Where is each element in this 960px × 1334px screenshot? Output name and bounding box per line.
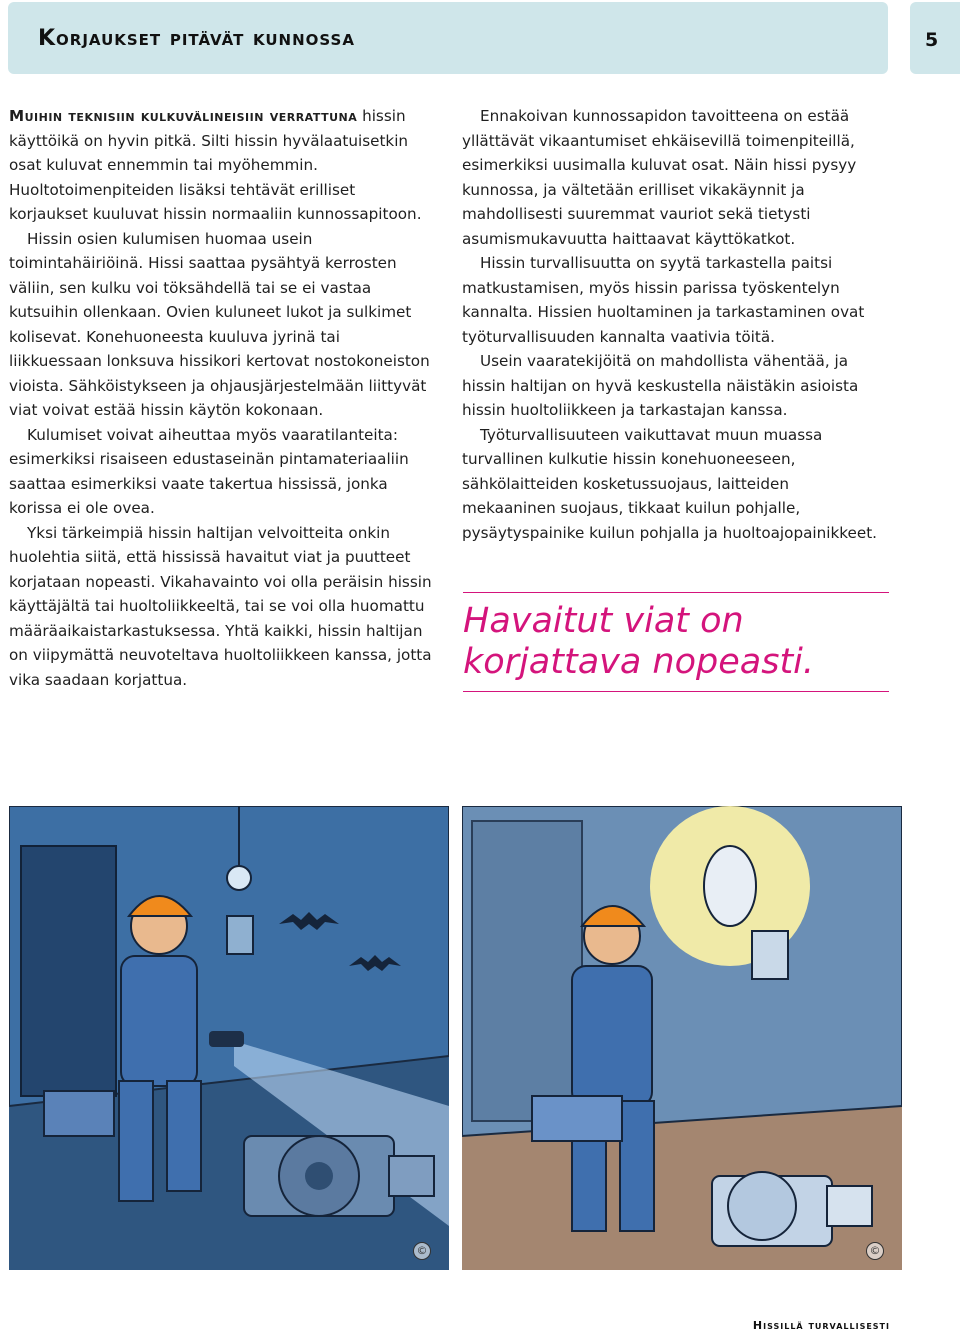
toolbox-icon bbox=[44, 1091, 114, 1136]
copyright-icon: © bbox=[866, 1242, 884, 1260]
illustration-dark-machine-room bbox=[9, 806, 449, 1270]
copyright-icon: © bbox=[413, 1242, 431, 1260]
paragraph: Työturvallisuuteen vaikuttavat muun muassa turvallinen kulkutie hissin konehuoneeseen, sähkölaitteiden kosketussuojaus, laitteiden mekaaninen suojaus, tikkaat kuilun pohjalle, pysäytyspainike kuilun pohjalla ja huoltoajopainikkeet. bbox=[462, 425, 877, 542]
door bbox=[472, 821, 582, 1121]
wall-lamp-icon bbox=[704, 846, 756, 926]
flashlight-icon bbox=[209, 1031, 244, 1047]
lead-in: Muihin teknisiin kulkuvälineisiin verrattuna bbox=[9, 107, 358, 125]
pull-quote-text: Havaitut viat on korjattava nopeasti. bbox=[463, 601, 815, 682]
paragraph: Yksi tärkeimpiä hissin haltijan velvoitteita onkin huolehtia siitä, että hississä havaitut viat ja puutteet korjataan nopeasti. Vikahavainto voi olla peräisin hissin käyttäjältä tai huoltoliikkeeltä, tai se voi olla huomattu määräaikaistarkastuksessa. Yhtä kaikki, hissin haltijan on viipymättä neuvoteltava huoltoliikkeen kanssa, jotta vika saadaan korjattua. bbox=[9, 523, 432, 689]
page-number-box bbox=[910, 2, 960, 74]
light-switch-icon bbox=[752, 931, 788, 979]
dark-room-drawing bbox=[9, 806, 449, 1270]
pull-quote bbox=[463, 592, 889, 692]
paragraph: Ennakoivan kunnossapidon tavoitteena on estää yllättävät vikaantumiset ehkäisevillä toimenpiteillä, esimerkiksi uusimalla kuluvat osat. Näin hissi pysyy kunnossa, ja vältetään erilliset vikakäynnit ja mahdollisesti suuremmat vauriot sekä tietysti asumismukavuutta haittaavat käyttökatkot. bbox=[462, 107, 857, 248]
page-number: 5 bbox=[925, 29, 939, 51]
illustration-lit-machine-room bbox=[462, 806, 902, 1270]
left-column bbox=[9, 104, 437, 692]
toolbox-icon bbox=[532, 1096, 622, 1141]
switch-box bbox=[227, 916, 253, 954]
footer-publication-title: Hissillä turvallisesti bbox=[752, 1319, 890, 1332]
lit-room-drawing bbox=[462, 806, 902, 1270]
paragraph: Kulumiset voivat aiheuttaa myös vaaratilanteita: esimerkiksi risaiseen edustaseinän pintamateriaaliin saattaa esimerkiksi vaate takertua hississä, jonka korissa ei ole ovea. bbox=[9, 425, 409, 517]
page-title: Korjaukset pitävät kunnossa bbox=[38, 26, 355, 51]
paragraph: Hissin turvallisuutta on syytä tarkastella paitsi matkustamisen, myös hissin parissa työskentelyn kannalta. Hissien huoltaminen ja tarkastaminen ovat työturvallisuuden kannalta vaativia töitä. bbox=[462, 254, 865, 346]
doorway bbox=[21, 846, 116, 1096]
paragraph-text: hissin käyttöikä on hyvin pitkä. Silti hissin hyvälaatuisetkin osat kuluvat ennemmin tai myöhemmin. Huoltotoimenpiteiden lisäksi tehtävät erilliset korjaukset kuuluvat hissin normaaliin kunnossapitoon. bbox=[9, 107, 422, 223]
header-bar bbox=[8, 2, 888, 74]
light-bulb-icon bbox=[227, 866, 251, 890]
paragraph: Usein vaaratekijöitä on mahdollista vähentää, ja hissin haltijan on hyvä keskustella näistäkin asioista hissin huoltoliikkeen ja tarkastajan kanssa. bbox=[462, 352, 859, 419]
paragraph bbox=[9, 104, 437, 227]
paragraph: Hissin osien kulumisen huomaa usein toimintahäiriöinä. Hissi saattaa pysähtyä kerrosten väliin, sen kulku voi töksähdellä tai se ei vastaa kutsuihin ollenkaan. Ovien kuluneet lukot ja sulkimet kolisevat. Konehuoneesta kuuluva jyrinä tai liikkuessaan lonksuva hissikori kertovat nostokoneiston vioista. Sähköistykseen ja ohjausjärjestelmään liittyvät viat voivat estää hissin käytön kokonaan. bbox=[9, 229, 430, 419]
right-column bbox=[462, 104, 882, 545]
